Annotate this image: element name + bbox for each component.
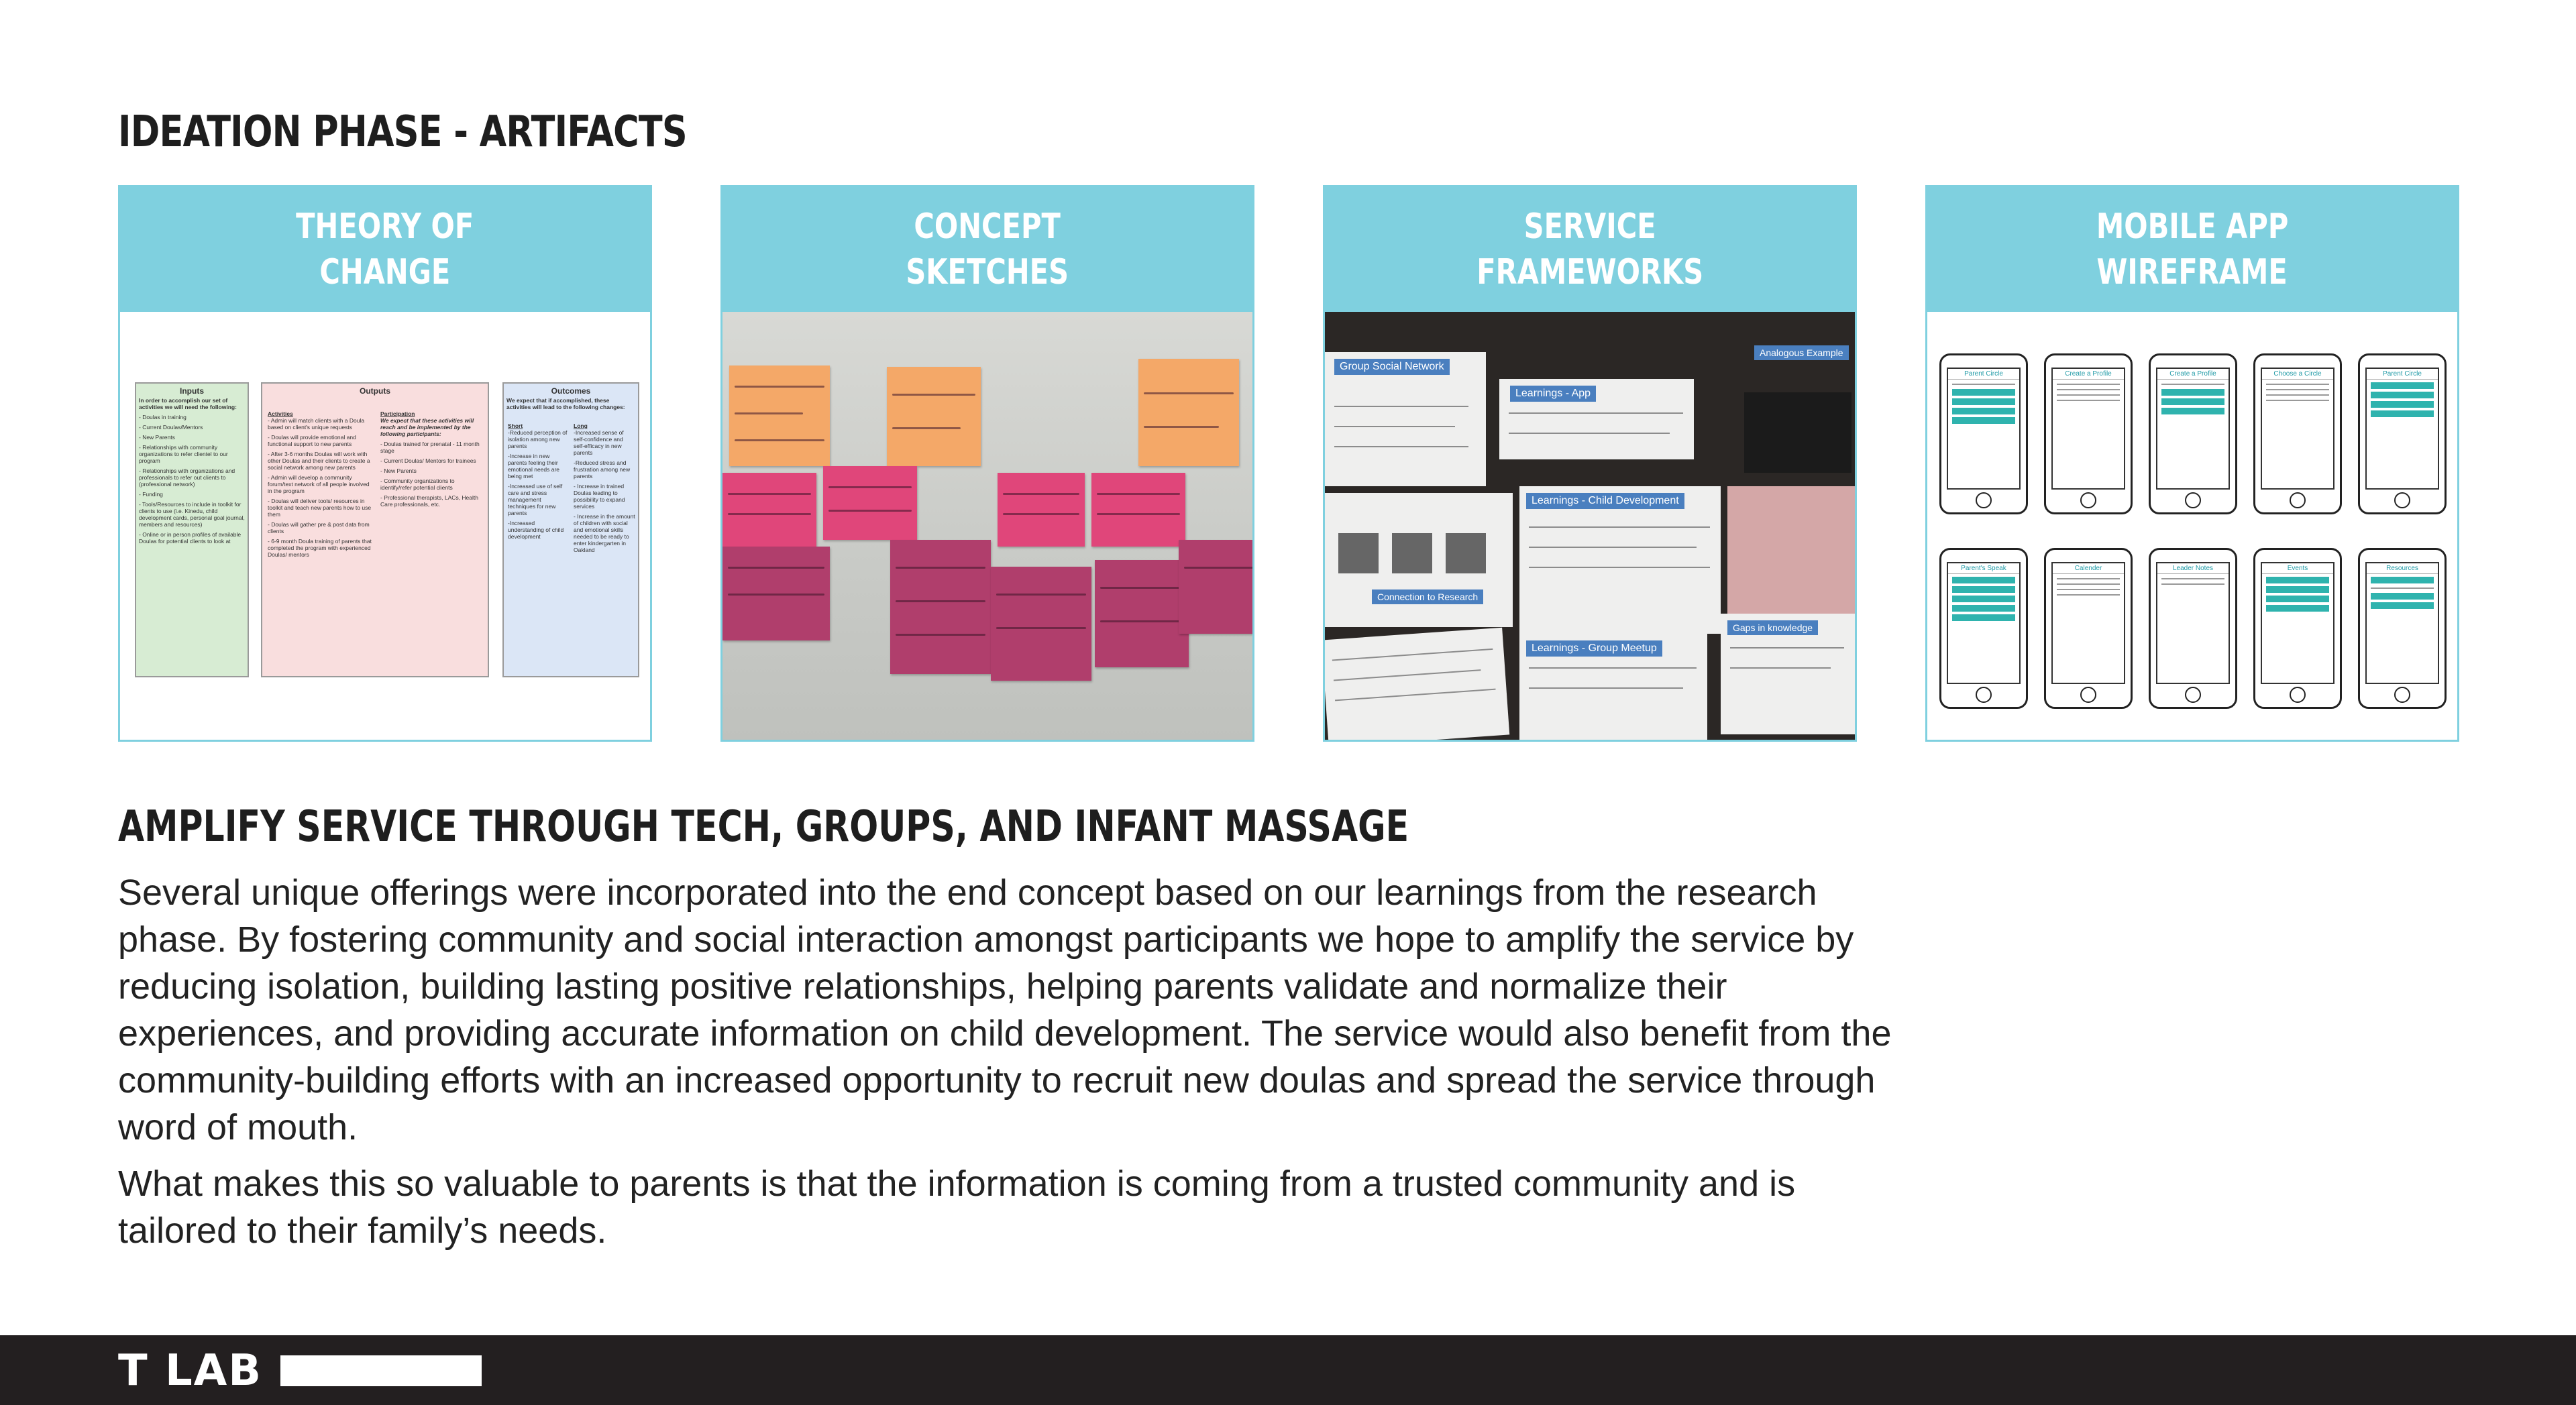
framework-label: Group Social Network <box>1334 359 1450 375</box>
toc-outputs-title: Outputs <box>360 386 390 396</box>
toc-input-item: - Doulas in training <box>139 414 186 420</box>
toc-input-item: - Tools/Resources to include in toolkit for clients to use (i.e. Kinedu, child development cards, personal goal journal, members and resources) <box>139 501 245 528</box>
card-header <box>1325 187 1855 312</box>
card-header <box>722 187 1252 312</box>
footer <box>0 1335 2576 1405</box>
wireframe-screen-title: Parent Circle <box>2367 369 2438 380</box>
toc-input-item: - Relationships with community organizations to refer clientel to our program <box>139 444 228 464</box>
toc-participation-title: Participation <box>380 410 415 417</box>
toc-inputs-column <box>135 382 249 677</box>
toc-long-item: -Increased sense of self-confidence and self-efficacy in new parents <box>574 429 624 456</box>
wireframe-phone <box>2044 548 2133 709</box>
brand-bar <box>280 1355 482 1386</box>
wireframe-screen-title: Resources <box>2367 563 2438 574</box>
toc-participant: - Doulas trained for prenatal - 11 month stage <box>380 441 480 454</box>
toc-long-title: Long <box>574 423 588 429</box>
phone-photo <box>1744 392 1851 473</box>
wireframe-screen-title: Calender <box>2053 563 2124 574</box>
wireframe-screen-title: Create a Profile <box>2053 369 2124 380</box>
toc-short-item: -Increased use of self care and stress management techniques for new parents <box>508 483 563 516</box>
wireframe-screen-title: Parent Circle <box>1948 369 2019 380</box>
toc-participant: - New Parents <box>380 467 417 474</box>
framework-paper <box>1325 493 1513 627</box>
toc-activity: - Doulas will deliver tools/ resources in toolkit and teach new parents how to use them <box>268 498 372 518</box>
toc-input-item: - Online or in person profiles of available Doulas for potential clients to look at <box>139 531 241 545</box>
toc-short-item: -Reduced perception of isolation among new parents <box>508 429 568 449</box>
card-theory-of-change <box>118 185 652 742</box>
toc-long-item: -Reduced stress and frustration among new parents <box>574 459 631 480</box>
toc-outcomes-title: Outcomes <box>551 386 591 396</box>
toc-activity: - 6-9 month Doula training of parents that completed the program with experienced Doulas/ mentors <box>268 538 372 558</box>
card-service-frameworks <box>1323 185 1857 742</box>
toc-input-item: - Current Doulas/Mentors <box>139 424 203 431</box>
toc-short <box>508 423 570 543</box>
framework-label: Gaps in knowledge <box>1727 620 1818 635</box>
toc-input-item: - Funding <box>139 491 163 498</box>
card-header <box>120 187 650 312</box>
toc-activities-title: Activities <box>268 410 293 417</box>
concept-sketches-photo <box>722 312 1252 740</box>
theory-of-change-image <box>120 312 650 740</box>
wireframe-phone <box>2358 548 2447 709</box>
wireframe-phone <box>2149 353 2237 514</box>
card-title-line2: CHANGE <box>319 252 451 292</box>
sticky-note <box>729 366 830 466</box>
toc-participation <box>380 410 481 511</box>
card-title-line2: FRAMEWORKS <box>1477 252 1703 292</box>
theory-of-change-diagram <box>129 382 643 677</box>
wireframe-phone <box>1939 548 2028 709</box>
sticky-note <box>823 466 917 540</box>
sticky-note <box>1095 560 1189 667</box>
wireframe-phone <box>2149 548 2237 709</box>
sticky-note <box>887 367 981 466</box>
wireframe-image <box>1927 312 2457 740</box>
brand-logo: T LAB <box>118 1346 263 1396</box>
toc-short-item: -Increased understanding of child development <box>508 520 564 540</box>
toc-long-item: - Increase in the amount of children with social and emotional skills needed to be ready to enter kindergarten in Oakland <box>574 513 635 553</box>
sticky-note <box>991 567 1091 681</box>
toc-participant: - Current Doulas/ Mentors for trainees <box>380 457 476 464</box>
framework-label: Connection to Research <box>1372 589 1483 604</box>
card-mobile-app-wireframe <box>1925 185 2459 742</box>
toc-long <box>574 423 635 557</box>
card-title-line1: CONCEPT <box>914 207 1061 247</box>
toc-short-title: Short <box>508 423 523 429</box>
toc-activity: - Admin will match clients with a Doula based on client's unique requests <box>268 417 365 431</box>
toc-activities <box>268 410 374 561</box>
section-paragraph: Several unique offerings were incorporated into the end concept based on our learnings from the research phase. By fostering community and social interaction amongst participants we hope to amplify the service by reducing isolation, building lasting positive relationships, helping parents validate and normalize their experiences, and providing accurate information on child development. The service would also benefit from the community-building efforts with an increased opportunity to recruit new doulas and spread the service through word of mouth. <box>118 873 1892 1147</box>
framework-label: Learnings - App <box>1510 386 1596 402</box>
wireframe-screen-title: Parent's Speak <box>1948 563 2019 574</box>
sticky-note <box>1091 473 1185 547</box>
wireframe-screen-title: Create a Profile <box>2157 369 2229 380</box>
wireframe-phone <box>2253 548 2342 709</box>
toc-participant: - Community organizations to identify/refer potential clients <box>380 477 455 491</box>
page-title: IDEATION PHASE - ARTIFACTS <box>118 107 687 157</box>
toc-inputs-title: Inputs <box>180 386 204 396</box>
card-title-line2: WIREFRAME <box>2096 252 2288 292</box>
toc-outcomes-intro: We expect that if accomplished, these activities will lead to the following changes: <box>506 397 625 410</box>
toc-activity: - After 3-6 months Doulas will work with other Doulas and their clients to create a social network among new parents <box>268 451 370 471</box>
wireframe-screen-title: Events <box>2262 563 2333 574</box>
sticky-note <box>722 473 816 547</box>
example-photo <box>1727 486 1855 627</box>
wireframe-phone <box>1939 353 2028 514</box>
toc-outputs-column <box>261 382 489 677</box>
sticky-note <box>890 540 991 674</box>
framework-label: Analogous Example <box>1754 345 1849 360</box>
sticky-note <box>1138 359 1239 466</box>
card-concept-sketches <box>720 185 1254 742</box>
sticky-note <box>722 547 830 640</box>
toc-short-item: -Increase in new parents feeling their emotional needs are being met <box>508 453 560 480</box>
toc-input-item: - Relationships with organizations and professionals to refer out clients to (professional network) <box>139 467 235 488</box>
wireframe-phone <box>2044 353 2133 514</box>
section-heading: AMPLIFY SERVICE THROUGH TECH, GROUPS, AND INFANT MASSAGE <box>118 802 1409 852</box>
service-frameworks-photo <box>1325 312 1855 740</box>
sticky-note <box>1179 540 1252 634</box>
toc-participation-intro: We expect that these activities will reach and be implemented by the following participants: <box>380 417 474 437</box>
card-title-line2: SKETCHES <box>906 252 1069 292</box>
toc-activity: - Doulas will provide emotional and functional support to new parents <box>268 434 356 447</box>
toc-long-item: - Increase in trained Doulas leading to possibility to expand services <box>574 483 625 510</box>
wireframe-phone <box>2358 353 2447 514</box>
toc-participant: - Professional therapists, LACs, Health Care professionals, etc. <box>380 494 478 508</box>
wireframe-screen-title: Leader Notes <box>2157 563 2229 574</box>
framework-label: Learnings - Group Meetup <box>1526 640 1662 657</box>
toc-input-item: - New Parents <box>139 434 175 441</box>
toc-activity: - Admin will develop a community forum/text network of all people involved in the program <box>268 474 370 494</box>
card-title-line1: THEORY OF <box>296 207 474 247</box>
sticky-note <box>998 473 1085 547</box>
toc-outcomes-column <box>502 382 639 677</box>
framework-label: Learnings - Child Development <box>1526 493 1684 509</box>
toc-inputs-intro: In order to accomplish our set of activities we will need the following: <box>139 397 237 410</box>
card-title-line1: SERVICE <box>1523 207 1656 247</box>
card-header <box>1927 187 2457 312</box>
wireframe-phone <box>2253 353 2342 514</box>
toc-activity: - Doulas will gather pre & post data from clients <box>268 521 370 535</box>
card-title-line1: MOBILE APP <box>2096 207 2289 247</box>
section-paragraph: What makes this so valuable to parents is that the information is coming from a trusted community and is tailored to their family’s needs. <box>118 1164 1796 1251</box>
wireframe-screen-title: Choose a Circle <box>2262 369 2333 380</box>
framework-paper <box>1325 628 1509 740</box>
